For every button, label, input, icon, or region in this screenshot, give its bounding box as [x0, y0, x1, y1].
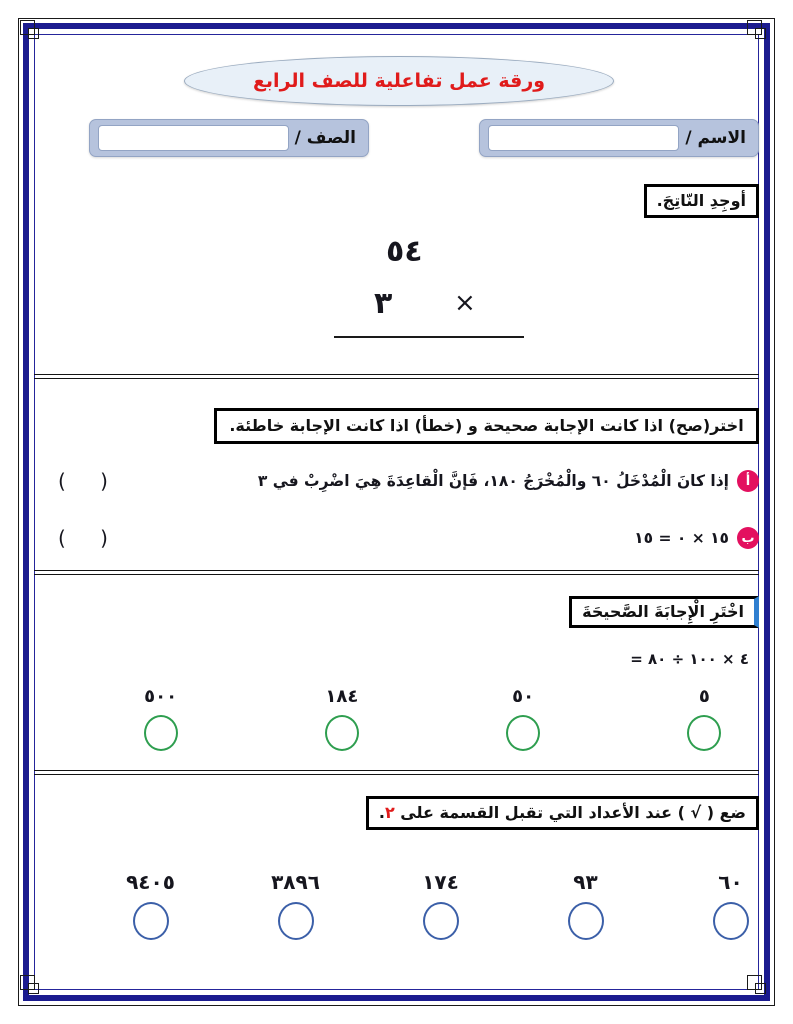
multiplier: ٣ — [374, 286, 393, 321]
section-4-instruction-box — [366, 796, 759, 830]
section-1-instruction-box — [644, 184, 759, 218]
divisibility-circle[interactable] — [423, 902, 459, 940]
option-label: ٥٠ — [512, 686, 535, 707]
true-false-item-2-text: ١٥ × ٠ = ١٥ — [634, 529, 729, 547]
true-false-item-1-text: إذا كانَ الْمُدْخَلُ ٦٠ والْمُخْرَجُ ١٨٠، فَإنَّ الْقاعِدَةَ هِيَ اضْرِبْ في ٣ — [257, 472, 729, 490]
divisibility-circle[interactable] — [713, 902, 749, 940]
divisibility-choice[interactable] — [658, 870, 793, 940]
student-class-label: الصف / — [294, 128, 356, 148]
student-name-label: الاسم / — [685, 128, 746, 148]
option-choice[interactable] — [251, 686, 432, 751]
option-choice[interactable] — [70, 686, 251, 751]
section-3-equation: ٤ × ١٠٠ ÷ ٨٠ = — [630, 650, 749, 668]
student-name-input[interactable] — [488, 125, 679, 151]
instruction-part-after: . — [378, 802, 385, 822]
option-choice[interactable] — [433, 686, 614, 751]
divisibility-label: ٩٤٠٥ — [126, 870, 175, 894]
section-2-instruction-box — [214, 408, 759, 444]
page-title: ورقة عمل تفاعلية للصف الرابع — [252, 70, 546, 92]
section-3-instruction-box — [569, 596, 759, 628]
multiplication-problem — [34, 230, 759, 365]
divisibility-circle[interactable] — [278, 902, 314, 940]
divisibility-circle[interactable] — [568, 902, 604, 940]
true-false-item-2[interactable] — [34, 521, 759, 555]
option-label: ٥٠٠ — [144, 686, 178, 707]
divisibility-label: ٣٨٩٦ — [271, 870, 320, 894]
title-ellipse-shape — [184, 56, 614, 106]
divisibility-choice[interactable] — [78, 870, 223, 940]
section-3-instruction-text: اخْتَرِ الْإِجابَةَ الصَّحيحَةَ — [582, 601, 744, 621]
item-bullet-alef: أ — [737, 470, 759, 492]
option-label: ٥ — [698, 686, 710, 707]
check-mark-icon: √ — [690, 802, 702, 822]
section-2-instruction-text: اختر(صح) اذا كانت الإجابة صحيحة و (خطأ) اذا كانت الإجابة خاطئة. — [229, 415, 744, 435]
option-circle[interactable] — [687, 715, 721, 751]
divisibility-label: ٩٣ — [573, 870, 598, 894]
student-class-input[interactable] — [98, 125, 289, 151]
instruction-divisor: ٢ — [384, 802, 395, 822]
divisibility-label: ١٧٤ — [422, 870, 459, 894]
true-false-item-1-answer-box[interactable]: ( ) — [58, 469, 122, 493]
multiplicand: ٥٤ — [386, 234, 423, 269]
option-circle[interactable] — [144, 715, 178, 751]
student-class-field[interactable] — [89, 119, 369, 157]
section-divider-2 — [34, 570, 759, 575]
true-false-item-2-answer-box[interactable]: ( ) — [58, 526, 122, 550]
divisibility-choice[interactable] — [513, 870, 658, 940]
section-4-instruction-text — [379, 804, 746, 822]
instruction-part-before: ضع ( — [701, 802, 746, 822]
worksheet-content — [34, 34, 759, 990]
divisibility-choice[interactable] — [368, 870, 513, 940]
option-label: ١٨٤ — [325, 686, 359, 707]
worksheet-title-banner — [186, 56, 614, 104]
section-divider-1 — [34, 374, 759, 379]
item-bullet-ba: ب — [737, 527, 759, 549]
option-choice[interactable] — [614, 686, 793, 751]
divisibility-circle[interactable] — [133, 902, 169, 940]
true-false-item-1[interactable] — [34, 464, 759, 498]
divisibility-options — [34, 870, 793, 940]
section-divider-3 — [34, 770, 759, 775]
section-1-instruction-text: أوجِدِ النّاتِجَ. — [656, 190, 746, 210]
option-circle[interactable] — [506, 715, 540, 751]
student-name-field[interactable] — [479, 119, 759, 157]
multiply-operator: × — [454, 288, 478, 318]
divisibility-choice[interactable] — [223, 870, 368, 940]
instruction-part-mid: ) عند الأعداد التي تقبل القسمة على — [394, 802, 691, 822]
option-circle[interactable] — [325, 715, 359, 751]
answer-rule — [334, 336, 524, 338]
multiple-choice-options — [34, 686, 793, 751]
divisibility-label: ٦٠ — [718, 870, 743, 894]
